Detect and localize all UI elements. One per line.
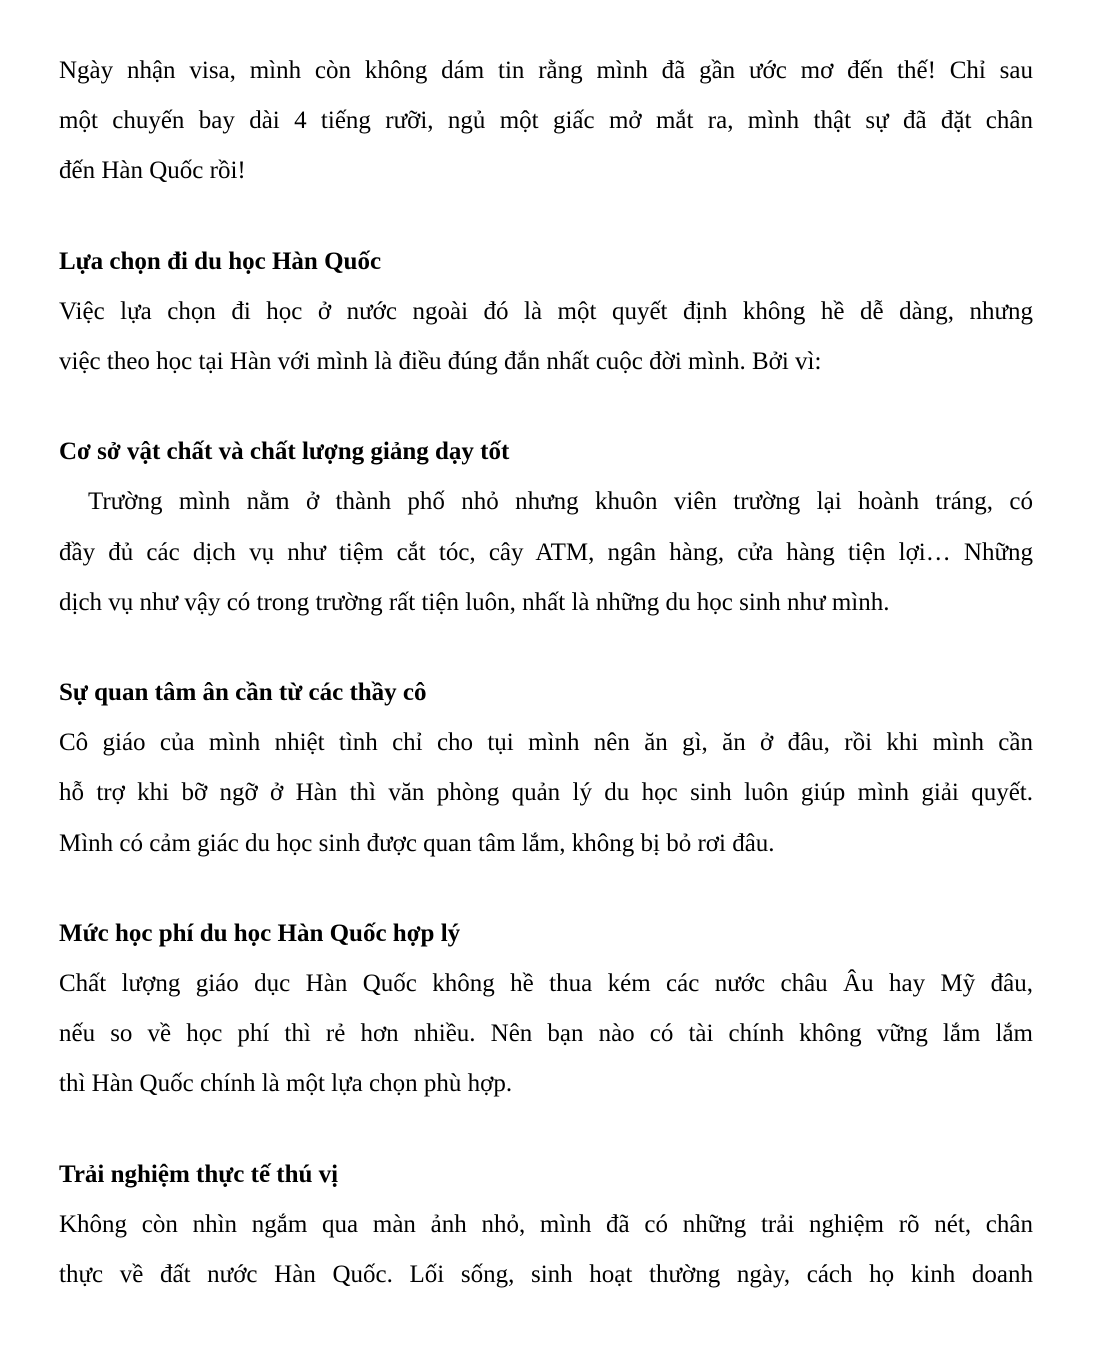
section-paragraph-teachers bbox=[59, 718, 1033, 869]
intro-line-1: Ngày nhận visa, mình còn không dám tin rằng mình đã gần ước mơ đến thế! Chỉ sau bbox=[59, 57, 1033, 84]
intro-line-2: một chuyến bay dài 4 tiếng rưỡi, ngủ một giấc mở mắt ra, mình thật sự đã đặt chân bbox=[59, 107, 1033, 135]
paragraph-gap bbox=[59, 197, 1033, 237]
tuition-line-3: thì Hàn Quốc chính là một lựa chọn phù hợp. bbox=[59, 1070, 513, 1098]
facilities-line-1: Trường mình nằm ở thành phố nhỏ nhưng khuôn viên trường lại hoành tráng, có bbox=[88, 488, 1033, 516]
section-paragraph-tuition bbox=[59, 959, 1033, 1110]
paragraph-gap bbox=[59, 1110, 1033, 1150]
section-heading-teachers: Sự quan tâm ân cần từ các thầy cô bbox=[59, 679, 427, 707]
intro-paragraph bbox=[59, 46, 1033, 197]
document-page bbox=[59, 46, 1033, 1300]
facilities-line-2: đầy đủ các dịch vụ như tiệm cắt tóc, cây ATM, ngân hàng, cửa hàng tiện lợi… Những bbox=[59, 538, 1033, 566]
choice-line-2: việc theo học tại Hàn với mình là điều đúng đắn nhất cuộc đời mình. Bởi vì: bbox=[59, 348, 822, 376]
section-paragraph-facilities bbox=[59, 477, 1033, 628]
experience-line-1: Không còn nhìn ngắm qua màn ảnh nhỏ, mình đã có những trải nghiệm rõ nét, chân bbox=[59, 1210, 1033, 1238]
intro-line-3: đến Hàn Quốc rồi! bbox=[59, 157, 246, 185]
section-heading-facilities: Cơ sở vật chất và chất lượng giảng dạy tốt bbox=[59, 438, 510, 466]
teachers-line-3: Mình có cảm giác du học sinh được quan tâm lắm, không bị bỏ rơi đâu. bbox=[59, 829, 775, 857]
choice-line-1: Việc lựa chọn đi học ở nước ngoài đó là một quyết định không hề dễ dàng, nhưng bbox=[59, 297, 1033, 325]
section-heading-tuition: Mức học phí du học Hàn Quốc hợp lý bbox=[59, 919, 461, 947]
tuition-line-2: nếu so về học phí thì rẻ hơn nhiều. Nên bạn nào có tài chính không vững lắm lắm bbox=[59, 1020, 1033, 1048]
section-paragraph-experience bbox=[59, 1200, 1033, 1300]
experience-line-2: thực về đất nước Hàn Quốc. Lối sống, sinh hoạt thường ngày, cách họ kinh doanh bbox=[59, 1261, 1033, 1289]
paragraph-gap bbox=[59, 869, 1033, 909]
section-heading-choice: Lựa chọn đi du học Hàn Quốc bbox=[59, 247, 382, 275]
paragraph-gap bbox=[59, 628, 1033, 668]
facilities-line-3: dịch vụ như vậy có trong trường rất tiện luôn, nhất là những du học sinh như mình. bbox=[59, 588, 890, 616]
section-heading-experience: Trải nghiệm thực tế thú vị bbox=[59, 1160, 339, 1188]
paragraph-gap bbox=[59, 387, 1033, 427]
teachers-line-2: hỗ trợ khi bỡ ngỡ ở Hàn thì văn phòng quản lý du học sinh luôn giúp mình giải quyết. bbox=[59, 779, 1033, 807]
section-paragraph-choice bbox=[59, 287, 1033, 387]
tuition-line-1: Chất lượng giáo dục Hàn Quốc không hề thua kém các nước châu Âu hay Mỹ đâu, bbox=[59, 970, 1033, 998]
teachers-line-1: Cô giáo của mình nhiệt tình chỉ cho tụi mình nên ăn gì, ăn ở đâu, rồi khi mình cần bbox=[59, 729, 1033, 757]
